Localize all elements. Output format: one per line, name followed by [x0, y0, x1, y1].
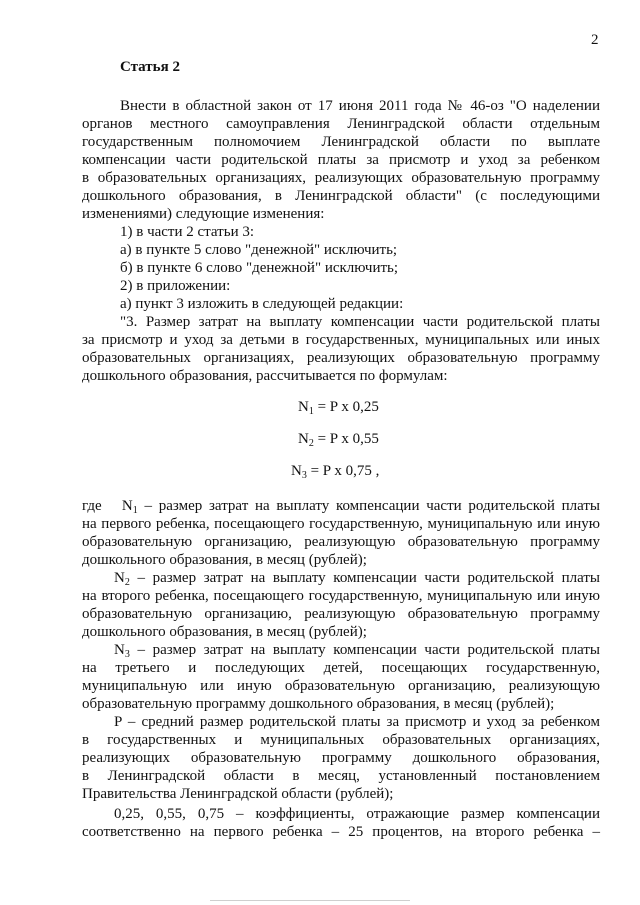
amendment-item: а) в пункте 5 слово "денежной" исключить;	[120, 242, 398, 258]
quote-line: за присмотр и уход за детьми в государственных, муниципальных или иных	[82, 332, 600, 348]
definition-p-first-line: P – средний размер родительской платы за присмотр и уход за ребенком	[114, 714, 600, 730]
scan-artifact-line	[210, 900, 410, 901]
definition-symbol: N	[114, 570, 125, 586]
definition-symbol: N	[121, 498, 133, 514]
intro-line: дошкольного образования, в Ленинградской области" (с последующими	[82, 188, 600, 204]
definition-n1-first-line	[82, 497, 600, 515]
definition-n2-line: на второго ребенка, посещающего государственную, муниципальную или иную	[82, 588, 600, 604]
quote-line: дошкольного образования, рассчитывается по формулам:	[82, 368, 448, 384]
definition-n2-line: образовательную организацию, реализующую образовательную программу	[82, 606, 600, 622]
definition-n3-line: муниципальную или иную образовательную организацию, реализующую	[82, 678, 600, 694]
quote-line: образовательных организациях, реализующих образовательную программу	[82, 350, 600, 366]
formula-subscript: 3	[301, 470, 307, 481]
definition-n3-line: образовательную программу дошкольного образования, в месяц (рублей);	[82, 696, 555, 712]
coefficients-first-line: 0,25, 0,55, 0,75 – коэффициенты, отражающие размер компенсации	[114, 806, 600, 822]
coefficients-line: соответственно на первого ребенка – 25 процентов, на второго ребенка –	[82, 824, 600, 840]
formula-symbol: N	[291, 463, 302, 479]
intro-line: компенсации части родительской платы за присмотр и уход за ребенком	[82, 152, 600, 168]
formula-expression: = P x 0,75 ,	[306, 463, 380, 479]
amendment-item: 1) в части 2 статьи 3:	[120, 224, 255, 240]
definition-n1-line: на первого ребенка, посещающего государственную, муниципальную или иную	[82, 516, 600, 532]
definition-text: – размер затрат на выплату компенсации части родительской платы	[137, 498, 601, 514]
formula-subscript: 2	[308, 438, 314, 449]
formula-symbol: N	[298, 399, 309, 415]
formula-expression: = P x 0,55	[313, 431, 379, 447]
quote-line: "3. Размер затрат на выплату компенсации части родительской платы	[120, 314, 600, 330]
definition-n3-line: на третьего и последующих детей, посещающих государственную,	[82, 660, 600, 676]
definition-symbol: N	[114, 642, 125, 658]
definition-n1-line: образовательную организацию, реализующую образовательную программу	[82, 534, 600, 550]
formula-expression: = P x 0,25	[313, 399, 379, 415]
intro-line: государственным полномочием Ленинградской области по выплате	[82, 134, 600, 150]
definition-subscript: 1	[132, 505, 138, 516]
definition-p-line: реализующих образовательную программу дошкольного образования,	[82, 750, 600, 766]
article-heading: Статья 2	[120, 59, 180, 75]
definition-n2-first-line	[114, 569, 600, 587]
intro-line: в образовательных организациях, реализующих образовательную программу	[82, 170, 600, 186]
intro-line: органов местного самоуправления Ленинградской области отдельным	[82, 116, 600, 132]
definition-subscript: 2	[124, 577, 130, 588]
formula-symbol: N	[298, 431, 309, 447]
definition-p-line: Правительства Ленинградской области (рублей);	[82, 786, 394, 802]
definition-p-line: в государственных и муниципальных образовательных организациях,	[82, 732, 600, 748]
formula-n2	[298, 431, 379, 448]
amendment-item: 2) в приложении:	[120, 278, 231, 294]
page-number: 2	[591, 32, 599, 48]
formula-n1	[298, 399, 379, 416]
where-word: где	[82, 498, 102, 514]
intro-line: Внести в областной закон от 17 июня 2011 года № 46-оз "О наделении	[120, 98, 600, 114]
definition-n1-line: дошкольного образования, в месяц (рублей);	[82, 552, 367, 568]
definition-text: – размер затрат на выплату компенсации части родительской платы	[129, 570, 600, 586]
amendment-item: б) в пункте 6 слово "денежной" исключить;	[120, 260, 399, 276]
intro-line: изменениями) следующие изменения:	[82, 206, 325, 222]
definition-p-line: в Ленинградской области в месяц, установленный постановлением	[82, 768, 600, 784]
formula-n3	[291, 463, 379, 480]
definition-n2-line: дошкольного образования, в месяц (рублей);	[82, 624, 367, 640]
definition-n3-first-line	[114, 641, 600, 659]
definition-text: – размер затрат на выплату компенсации части родительской платы	[129, 642, 600, 658]
formula-subscript: 1	[308, 406, 314, 417]
amendment-item: а) пункт 3 изложить в следующей редакции:	[120, 296, 404, 312]
definition-subscript: 3	[124, 649, 130, 660]
